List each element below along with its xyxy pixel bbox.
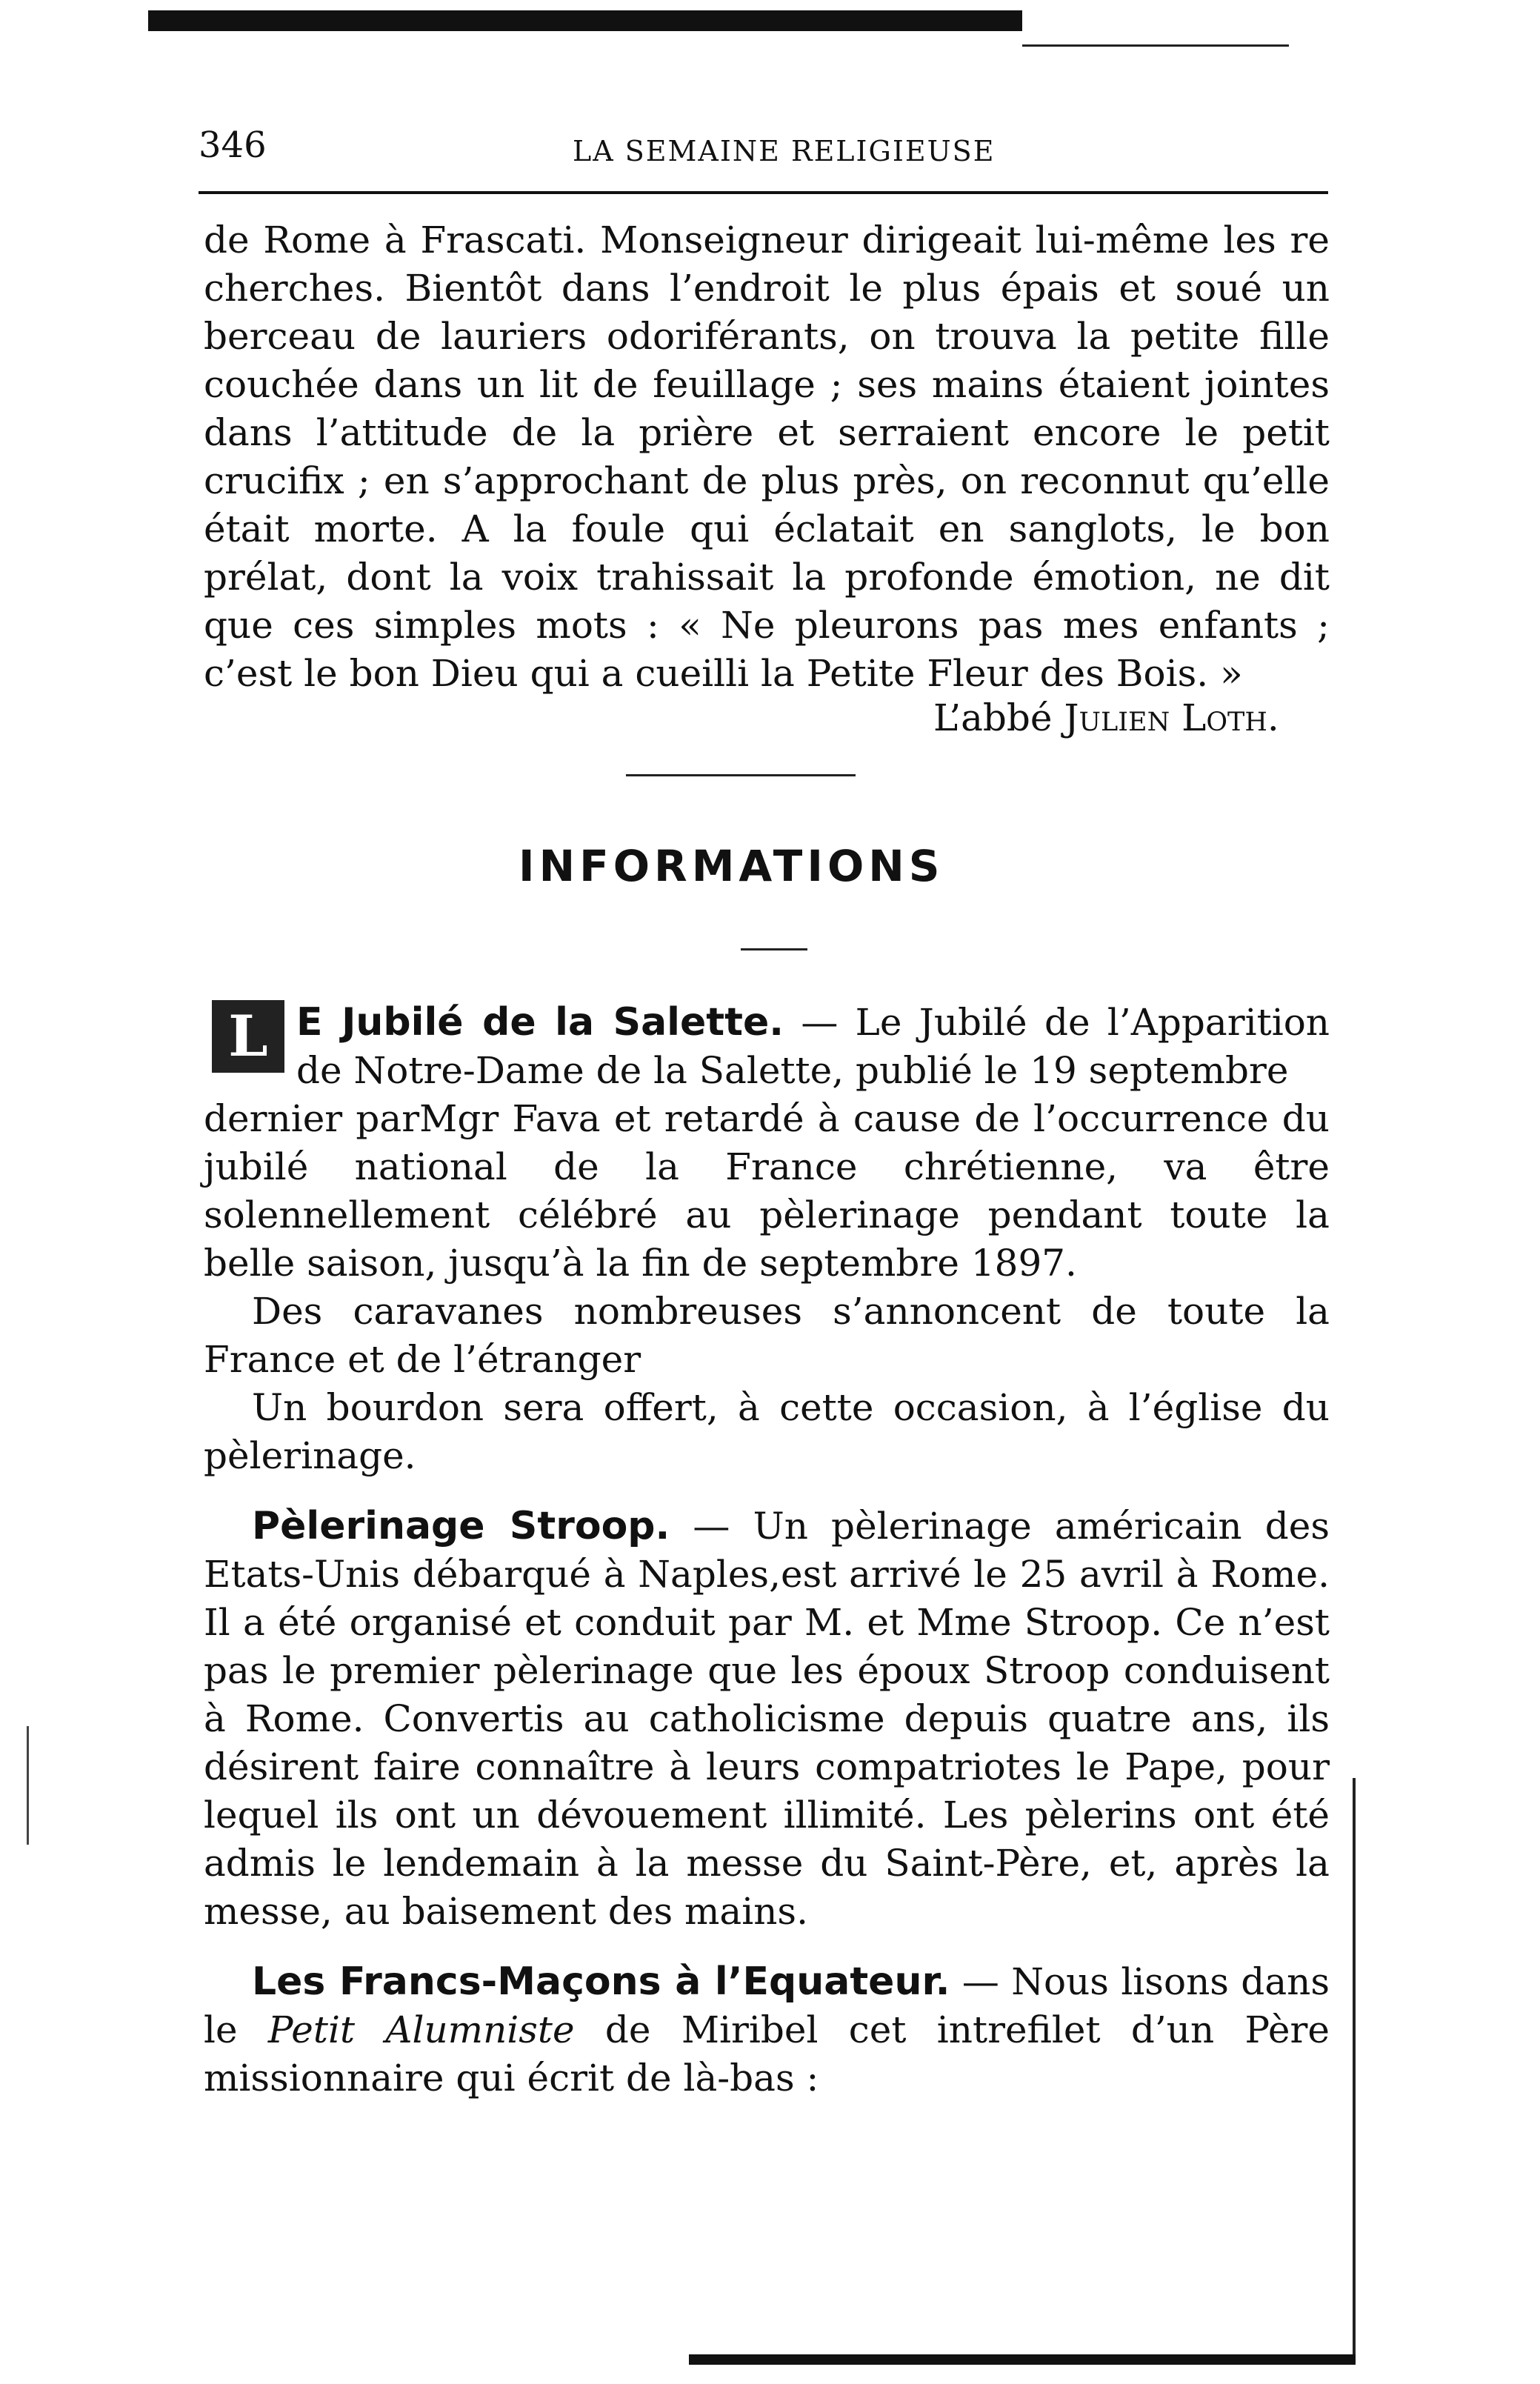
stroop-article bbox=[204, 1502, 1330, 1936]
right-scan-edge bbox=[1353, 1778, 1356, 2363]
top-scan-line bbox=[1022, 44, 1289, 47]
francs-body-2: de Miribel cet intrefilet d’un Père missionnaire qui écrit de là-bas : bbox=[204, 2008, 1330, 2100]
francs-article bbox=[204, 1958, 1330, 2102]
francs-title: Les Francs-Maçons à l’Equateur. bbox=[252, 1960, 950, 2004]
paragraph-story-end: de Rome à Frascati. Monseigneur dirigeait lui-même les re cherches. Bientôt dans l’endroit le plus épais et soué un berceau de lauriers odoriférants, on trouva la petite fille couchée dans un lit de feuillage ; ses mains étaient jointes dans l’attitude de la prière et serraient encore le petit crucifix ; en s’approchant de plus près, on reconnut qu’elle était morte. A la foule qui éclatait en sanglots, le bon prélat, dont la voix trahissait la profonde émotion, ne dit que ces simples mots : « Ne pleurons pas mes enfants ; c’est le bon Dieu qui a cueilli la Petite Fleur des Bois. » bbox=[204, 219, 1330, 695]
jubile-body-start: — Le Jubilé de l’Apparition de Notre-Dame de la Salette, publié le 19 septembre bbox=[296, 1001, 1330, 1092]
jubile-caravanes: Des caravanes nombreuses s’annoncent de toute la France et de l’étranger bbox=[204, 1290, 1330, 1381]
separator-rule-short bbox=[741, 948, 807, 950]
section-title: INFORMATIONS bbox=[519, 841, 944, 891]
stroop-body: — Un pèlerinage américain des Etats-Unis débarqué à Naples,est arrivé le 25 avril à Rome. Il a été organisé et conduit par M. et Mme Stroop. Ce n’est pas le premier pèlerinage que les époux Stroop conduisent à Rome. Convertis au catholicisme depuis quatre ans, ils désirent faire connaître à leurs compatriotes le Pape, pour lequel ils ont un dévouement illimité. Les pèlerins ont été admis le lendemain à la messe du Saint-Père, et, après la messe, au baisement des mains. bbox=[204, 1505, 1330, 1933]
drop-cap: L bbox=[212, 1000, 284, 1073]
stroop-title: Pèlerinage Stroop. bbox=[252, 1504, 670, 1548]
francs-body-1: — Nous lisons dans le bbox=[204, 1960, 1330, 2051]
page-number: 346 bbox=[199, 124, 267, 166]
jubile-article bbox=[204, 1095, 1330, 2102]
header-rule bbox=[199, 191, 1328, 194]
francs-italic: Petit Alumniste bbox=[267, 2008, 575, 2051]
jubile-title: E Jubilé de la Salette. bbox=[296, 1000, 784, 1045]
jubile-intro bbox=[296, 999, 1330, 1095]
page-header bbox=[199, 124, 1332, 176]
signature bbox=[933, 696, 1279, 739]
separator-rule bbox=[626, 774, 856, 776]
left-scan-edge bbox=[27, 1726, 29, 1845]
jubile-bourdon: Un bourdon sera offert, à cette occasion, à l’église du pèlerinage. bbox=[204, 1386, 1330, 1477]
jubile-body: dernier parMgr Fava et retardé à cause de l’occurrence du jubilé national de la France chrétienne, va être solennellement célébré au pèlerinage pendant toute la belle saison, jusqu’à la fin de septembre 1897. bbox=[204, 1097, 1330, 1285]
signature-name: Julien Loth. bbox=[1064, 696, 1279, 739]
running-title: LA SEMAINE RELIGIEUSE bbox=[573, 135, 996, 167]
signature-prefix: L’abbé bbox=[933, 696, 1053, 739]
bottom-scan-bar bbox=[689, 2354, 1356, 2365]
top-scan-bar bbox=[148, 10, 1022, 31]
